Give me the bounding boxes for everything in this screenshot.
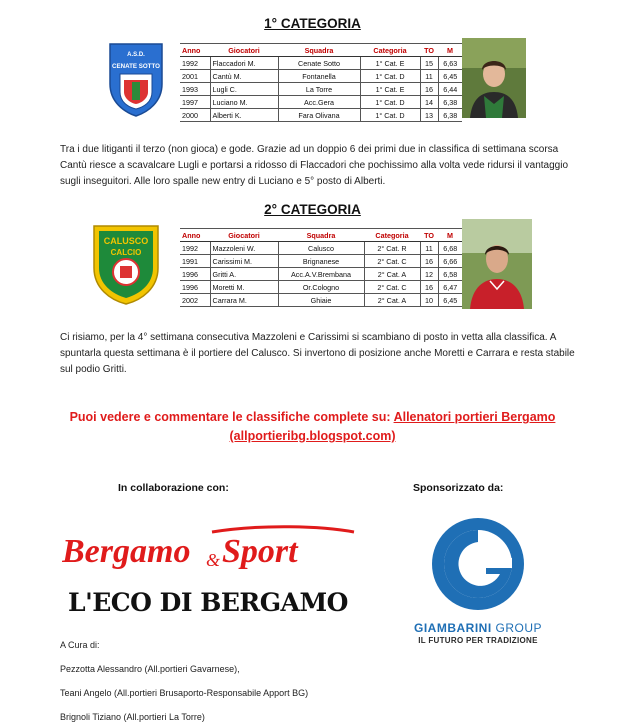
cell-squadra: Calusco: [278, 242, 364, 255]
cell-anno: 2000: [180, 109, 210, 122]
cell-categoria: 1° Cat. D: [360, 70, 420, 83]
cell-m: 6,47: [438, 281, 462, 294]
cell-squadra: La Torre: [278, 83, 360, 96]
cell-m: 6,66: [438, 255, 462, 268]
cell-squadra: Or.Cologno: [278, 281, 364, 294]
col-header-categoria: Categoria: [360, 44, 420, 57]
cell-giocatore: Luciano M.: [210, 96, 278, 109]
collab-label: In collaborazione con:: [118, 482, 229, 494]
cenate-sotto-logo: [106, 40, 166, 118]
cell-categoria: 1° Cat. D: [360, 96, 420, 109]
cell-anno: 1992: [180, 57, 210, 70]
table-row: [180, 294, 462, 307]
table-row: [180, 255, 462, 268]
cell-m: 6,68: [438, 242, 462, 255]
cell-squadra: Acc.Gera: [278, 96, 360, 109]
cell-to: 16: [420, 255, 438, 268]
sport-word: Sport: [222, 533, 298, 570]
col-header-to: TO: [420, 229, 438, 242]
cell-categoria: 2° Cat. R: [364, 242, 420, 255]
col-header-m: M: [438, 229, 462, 242]
cat2-table-wrapper: [180, 228, 462, 307]
table-header-row: [180, 229, 462, 242]
giambarini-group-logo: [398, 514, 558, 644]
cell-squadra: Fara Olivana: [278, 109, 360, 122]
cell-anno: 1991: [180, 255, 210, 268]
cell-categoria: 2° Cat. A: [364, 294, 420, 307]
cell-anno: 1997: [180, 96, 210, 109]
col-header-squadra: Squadra: [278, 44, 360, 57]
cell-m: 6,45: [438, 294, 462, 307]
cell-giocatore: Gritti A.: [210, 268, 278, 281]
cell-anno: 2001: [180, 70, 210, 83]
cell-anno: 2002: [180, 294, 210, 307]
cell-m: 6,58: [438, 268, 462, 281]
cell-squadra: Ghiaie: [278, 294, 364, 307]
col-header-m: M: [438, 44, 462, 57]
cell-to: 15: [420, 57, 438, 70]
cell-to: 11: [420, 70, 438, 83]
promo-prefix: Puoi vedere e commentare le classifiche complete su:: [69, 410, 394, 424]
promo-blog-link[interactable]: Allenatori portieri Bergamo: [393, 410, 556, 424]
cell-to: 14: [420, 96, 438, 109]
cell-to: 16: [420, 281, 438, 294]
cell-giocatore: Mazzoleni W.: [210, 242, 278, 255]
cell-anno: 1996: [180, 281, 210, 294]
bergamo-sport-logo: [62, 522, 362, 578]
cell-m: 6,63: [438, 57, 462, 70]
cat1-player-photo: [462, 38, 526, 118]
cell-m: 6,38: [438, 109, 462, 122]
cell-anno: 1993: [180, 83, 210, 96]
promo-text: [0, 408, 625, 446]
cell-to: 13: [420, 109, 438, 122]
cell-giocatore: Carissimi M.: [210, 255, 278, 268]
col-header-categoria: Categoria: [364, 229, 420, 242]
cell-squadra: Brignanese: [278, 255, 364, 268]
cell-anno: 1996: [180, 268, 210, 281]
cat2-paragraph: Ci risiamo, per la 4° settimana consecutiva Mazzoleni e Carissimi si scambiano di posto in vetta alla classifica. A spuntarla questa settimana è il portiere del Calusco. Si invertono di posizione anche Moretti e Carrara e resta stabile sul podio Gritti.: [60, 332, 575, 375]
col-header-anno: Anno: [180, 229, 210, 242]
cell-squadra: Fontanella: [278, 70, 360, 83]
table-row: [180, 109, 462, 122]
bergamo-word: Bergamo: [62, 533, 191, 570]
cell-to: 12: [420, 268, 438, 281]
cat2-player-photo: [462, 219, 532, 309]
table-row: [180, 242, 462, 255]
cell-squadra: Acc.A.V.Brembana: [278, 268, 364, 281]
table-row: [180, 70, 462, 83]
cell-to: 10: [420, 294, 438, 307]
col-header-giocatori: Giocatori: [210, 44, 278, 57]
table-row: [180, 268, 462, 281]
table-row: [180, 96, 462, 109]
ampersand: &: [206, 550, 221, 570]
col-header-to: TO: [420, 44, 438, 57]
cell-giocatore: Cantù M.: [210, 70, 278, 83]
cell-m: 6,45: [438, 70, 462, 83]
calusco-calcio-logo: [90, 222, 162, 306]
credit-line: Teani Angelo (All.portieri Brusaporto-Responsabile Apport BG): [60, 688, 309, 698]
eco-di-bergamo-logo: L'ECO DI BERGAMO: [68, 588, 348, 617]
cell-squadra: Cenate Sotto: [278, 57, 360, 70]
cenate-logo-name-text: CENATE SOTTO: [112, 63, 160, 70]
cat1-paragraph: Tra i due litiganti il terzo (non gioca) e gode. Grazie ad un doppio 6 dei primi due in classifica di settimana scorsa Cantù riesce a scavalcare Lugli e portarsi a ridosso di Flaccadori che pochissimo alla volta vede ridursi il vantaggio sugli inseguitori. Alle loro spalle new entry di Luciano e 5° posto di Alberti.: [60, 144, 569, 187]
giambarini-name: GIAMBARINI GROUP: [413, 621, 543, 635]
promo-url-link[interactable]: (allportieribg.blogspot.com): [229, 429, 396, 443]
cell-categoria: 1° Cat. E: [360, 57, 420, 70]
cell-categoria: 1° Cat. E: [360, 83, 420, 96]
cat1-ranking-table: [180, 43, 462, 122]
credit-line: Brignoli Tiziano (All.portieri La Torre): [60, 712, 205, 722]
calusco-logo-bottom-text: CALCIO: [110, 248, 142, 257]
cat1-title: 1° CATEGORIA: [264, 16, 361, 31]
cenate-logo-top-text: A.S.D.: [127, 52, 145, 58]
cell-m: 6,38: [438, 96, 462, 109]
col-header-squadra: Squadra: [278, 229, 364, 242]
cell-m: 6,44: [438, 83, 462, 96]
cell-giocatore: Moretti M.: [210, 281, 278, 294]
calusco-logo-top-text: CALUSCO: [103, 236, 149, 246]
cat2-ranking-table: [180, 228, 462, 307]
table-row: [180, 281, 462, 294]
cell-to: 16: [420, 83, 438, 96]
cell-categoria: 1° Cat. D: [360, 109, 420, 122]
cell-giocatore: Alberti K.: [210, 109, 278, 122]
giambarini-tagline: IL FUTURO PER TRADIZIONE: [418, 636, 538, 645]
col-header-anno: Anno: [180, 44, 210, 57]
cell-categoria: 2° Cat. A: [364, 268, 420, 281]
cat1-table-wrapper: [180, 43, 462, 122]
cell-categoria: 2° Cat. C: [364, 281, 420, 294]
cell-giocatore: Lugli C.: [210, 83, 278, 96]
table-row: [180, 57, 462, 70]
cat2-title: 2° CATEGORIA: [264, 202, 361, 217]
cell-giocatore: Carrara M.: [210, 294, 278, 307]
cell-anno: 1992: [180, 242, 210, 255]
col-header-giocatori: Giocatori: [210, 229, 278, 242]
cell-giocatore: Flaccadori M.: [210, 57, 278, 70]
cell-categoria: 2° Cat. C: [364, 255, 420, 268]
table-header-row: [180, 44, 462, 57]
table-row: [180, 83, 462, 96]
sponsor-label: Sponsorizzato da:: [413, 482, 504, 494]
credit-line: Pezzotta Alessandro (All.portieri Gavarnese),: [60, 664, 240, 674]
credits-heading: A Cura di:: [60, 640, 100, 650]
cell-to: 11: [420, 242, 438, 255]
